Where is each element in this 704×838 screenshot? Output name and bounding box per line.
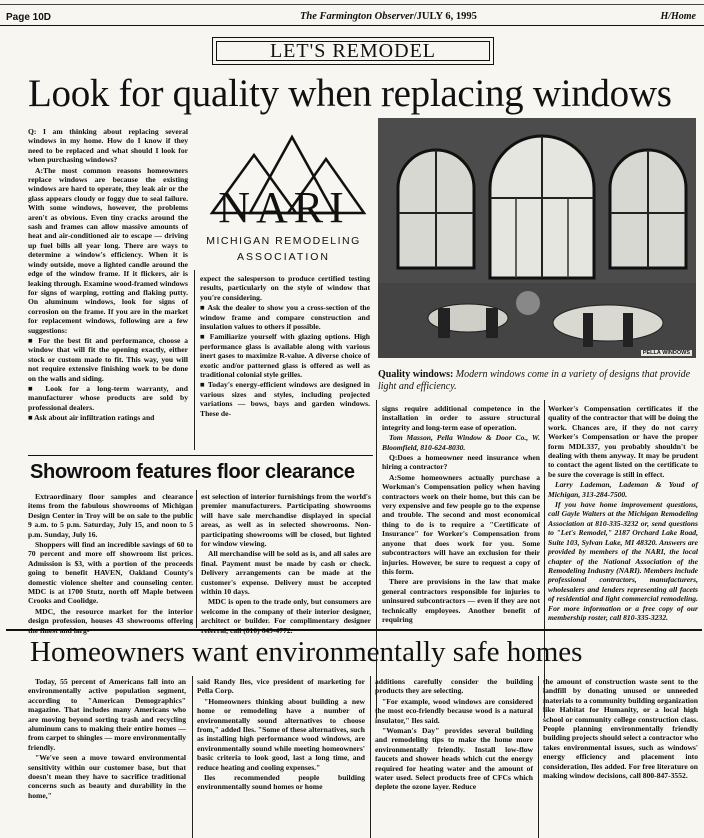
paper-date: /JULY 6, 1995 <box>413 11 477 22</box>
windows-contact-info: If you have home improvement questions, call Gayle Walters at the Michigan Remodeling Association at 810-335-3232 or, send questions to "Let's Remodel," 2187 Orchard Lake Road, Suite 103, Sylvan Lake, MI 48320. Answers are provided by members of the NARI, the local chapter of the National Association of the Remodeling Industry (NARI). Members include professional contractors, manufacturers, wholesalers and lenders representing all facets of residential and light commercial remodeling. For more information or a free copy of our membership roster, call 810-335-3232. <box>548 500 698 622</box>
window-photo-image <box>378 118 696 358</box>
windows-col-4 <box>548 404 698 622</box>
nari-line2: ASSOCIATION <box>237 251 330 263</box>
nari-logo <box>196 127 371 272</box>
column-divider <box>544 400 545 718</box>
showroom-paragraph: est selection of interior furnishings from the world's premier manufacturers. Participating showrooms will have sale merchandise displayed in special areas, as well as in selected showrooms. Non-participating showrooms will be closed, but lighted for window viewing. <box>201 492 371 549</box>
environment-paragraph: "Woman's Day" provides several building and remodeling tips to make the home more environmentally friendly. Install low-flow faucets and shower heads which cut the energy required for heating water and the amount of water used. Select products free of CFCs which deplete the ozone layer. Reduce <box>375 726 533 792</box>
windows-paragraph: A:Some homeowners actually purchase a Workman's Compensation policy when having contractors work on their home, but this can be very expensive and few people go to the expense and trouble. The second and most economical thing to do is to require a "Certificate of Insurance" for Worker's Compensation from anyone that does work for you. Some subcontractors will have an exclusion for their injuries. However, be sure to request a copy of this form. <box>382 472 540 576</box>
environment-headline: Homeowners want environmentally safe homes <box>30 636 583 668</box>
showroom-col-1 <box>28 492 193 635</box>
section-label: H/Home <box>660 11 696 22</box>
column-title-box <box>212 37 494 65</box>
windows-bullet: ■ Today's energy-efficient windows are designed in various sizes and styles, including projected variations — bows, bays and garden windows. These de- <box>200 380 370 418</box>
column-divider <box>376 400 377 718</box>
windows-bullet: ■ Familiarize yourself with glazing options. High performance glass is available along with various inert gases to maximize R-value. A diverse choice of exotic and/or patterned glass is offered as well as traditional colonial style grilles. <box>200 332 370 380</box>
environment-paragraph: Today, 55 percent of Americans fall into an environmentally active population segment, according to "American Demographics" magazine. That includes many Americans who are moving beyond sorting trash and recycling aluminum cans to making their entire homes — from carpet to shingles — more environmentally friendly. <box>28 677 186 752</box>
masthead-rule <box>0 25 704 26</box>
photo-credit: PELLA WINDOWS <box>642 350 690 356</box>
windows-col-2 <box>200 274 370 454</box>
column-divider <box>370 676 371 838</box>
showroom-rule <box>28 455 373 456</box>
column-divider <box>196 490 197 628</box>
showroom-headline: Showroom features floor clearance <box>30 461 355 483</box>
top-rule <box>0 4 704 5</box>
environment-paragraph: the amount of construction waste sent to the landfill by donating unused or unneeded materials to a community building organization like Habitat for Humanity, or a local high school or community college construction class. People planning environmentally friendly building projects should select a contractor who takes environmental issues, such as windows' energy efficiency and placement into consideration, Iles added. For free literature on making window decisions, call 800-847-3552. <box>543 677 698 781</box>
showroom-paragraph: Shoppers will find an incredible savings of 60 to 70 percent and more off showroom list prices. Admission is $3, with a portion of the proceeds going to benefit HAVEN, Oakland County's domestic violence shelter and counseling center. MDC is at 1700 Stutz, north off Maple between Crooks and Coolidge. <box>28 540 193 606</box>
windows-bullet: ■ For the best fit and performance, choose a window that will fit the opening exactly, either stock or custom made to fit. This way, you will not require extensive finishing work to be done on the walls and siding. <box>28 335 188 383</box>
photo-caption <box>378 369 696 393</box>
caption-text: Modern windows come in a variety of designs that provide light and efficiency. <box>378 369 691 392</box>
windows-col-1 <box>28 127 188 453</box>
windows-paragraph: Q: I am thinking about replacing several windows in my home. How do I know if they need to be replaced and what should I look for when purchasing windows? <box>28 127 188 165</box>
environment-col-2 <box>197 677 365 838</box>
showroom-paragraph: All merchandise will be sold as is, and all sales are final. Payment must be made by cash or check. Delivery arrangements can be made at the customer's expense. Delivery must be accepted within 10 days. <box>201 549 371 597</box>
nari-wordmark: NARI <box>218 183 350 232</box>
environment-col-4 <box>543 677 698 838</box>
environment-paragraph: "For example, wood windows are considered the most eco-friendly because wood is a natural insulator," Iles said. <box>375 696 533 725</box>
environment-rule <box>6 629 702 631</box>
windows-paragraph: Worker's Compensation certificates if the quality of the contractor that will be doing the work. Chances are, if they do not carry Worker's Compensation or have the proper form MDL337, you probably shouldn't be dealing with them anyway. It may be prudent to contact the agent listed on the certificate to be sure the coverage is still in effect. <box>548 404 698 479</box>
nari-line1: MICHIGAN REMODELING <box>206 235 361 247</box>
showroom-paragraph: Extraordinary floor samples and clearance items from the fabulous showrooms of Michigan Design Center in Troy will be on sale to the public 9 a.m. to 5 p.m. Saturday, July 15, and noon to 5 p.m. Sunday, July 16. <box>28 492 193 539</box>
paper-name: The Farmington Observer <box>300 11 414 22</box>
environment-paragraph: additions carefully consider the building products they are selecting. <box>375 677 533 696</box>
column-title: LET'S REMODEL <box>269 40 437 62</box>
showroom-paragraph: MDC is open to the trade only, but consumers are welcome in the company of their interior designer, architect or builder. For complimentary designer referral, call (810) 649-4772. <box>201 597 371 635</box>
windows-source: Tom Masson, Pella Window & Door Co., W. Bloomfield, 810-624-8030. <box>382 433 540 452</box>
environment-paragraph: "We've seen a move toward environmental sensitivity within our customer base, but that doesn't mean they have to sacrifice traditional concerns such as beauty and durability in the home," <box>28 753 186 800</box>
page-number: Page 10D <box>6 12 52 23</box>
environment-paragraph: said Randy Iles, vice president of marketing for Pella Corp. <box>197 677 365 696</box>
showroom-col-2 <box>201 492 371 635</box>
window-photo <box>378 118 696 358</box>
windows-col-3 <box>382 404 540 624</box>
column-divider <box>194 270 195 450</box>
windows-paragraph: There are provisions in the law that make general contractors responsible for injuries to uninsured subcontractors — even if they are not technically employees. Another benefit of requiring <box>382 577 540 624</box>
main-headline: Look for quality when replacing windows <box>28 72 672 115</box>
windows-source: Larry Lademan, Lademan & Youd of Michigan, 313-284-7500. <box>548 480 698 499</box>
windows-bullet: ■ Ask the dealer to show you a cross-section of the window frame and compare construction and insulation values to others if possible. <box>200 303 370 332</box>
column-divider <box>538 676 539 838</box>
windows-bullet: ■ Look for a long-term warranty, and manufacturer whose products are sold by professional dealers. <box>28 383 188 412</box>
caption-label: Quality windows: <box>378 369 454 380</box>
column-divider <box>192 676 193 838</box>
windows-bullet: ■ Ask about air infiltration ratings and <box>28 413 155 423</box>
showroom-paragraph: MDC, the resource market for the interior design profession, houses 43 showrooms offering the finest and larg- <box>28 606 193 635</box>
environment-paragraph: Iles recommended people building environmentally sound homes or home <box>197 773 365 792</box>
paper-dateline <box>300 11 477 22</box>
windows-paragraph: expect the salesperson to produce certified testing results, particularly on the style of window that you're considering. <box>200 274 370 302</box>
windows-paragraph: signs require additional competence in the installation in order to assure structural integrity and long-term ease of operation. <box>382 404 540 432</box>
environment-paragraph: "Homeowners thinking about building a new home or remodeling have a number of environmentally sound alternatives to choose from," added Iles. "Some of these alternatives, such as installing high performance wood windows, are environmentally sound while meeting homeowners' basic criteria to look good, last a long time, and reduce heating and cooling expenses." <box>197 696 365 772</box>
windows-question: Q:Does a homeowner need insurance when hiring a contractor? <box>382 453 540 472</box>
windows-paragraph: A:The most common reasons homeowners replace windows are because the existing windows are hard to operate, they leak air or the glass appears cloudy or foggy due to seal failure. With some windows, however, the problems aren't as obvious. Even tiny cracks around the sash and frames can allow massive amounts of heat and air-conditioned air to escape — driving up fuel bills all year long. There are ways to determine a window's efficiency. When it is windy outside, move a lighted candle around the edge of the window frame. If it flickers, air is leaking through. Examine wood-framed windows for signs of warping, rotting and flaking putty. On aluminum windows, look for signs of corrosion on the frame. If you are in the market for replacement windows, following are a few suggestions: <box>28 165 188 335</box>
environment-col-1 <box>28 677 186 838</box>
environment-col-3 <box>375 677 533 838</box>
